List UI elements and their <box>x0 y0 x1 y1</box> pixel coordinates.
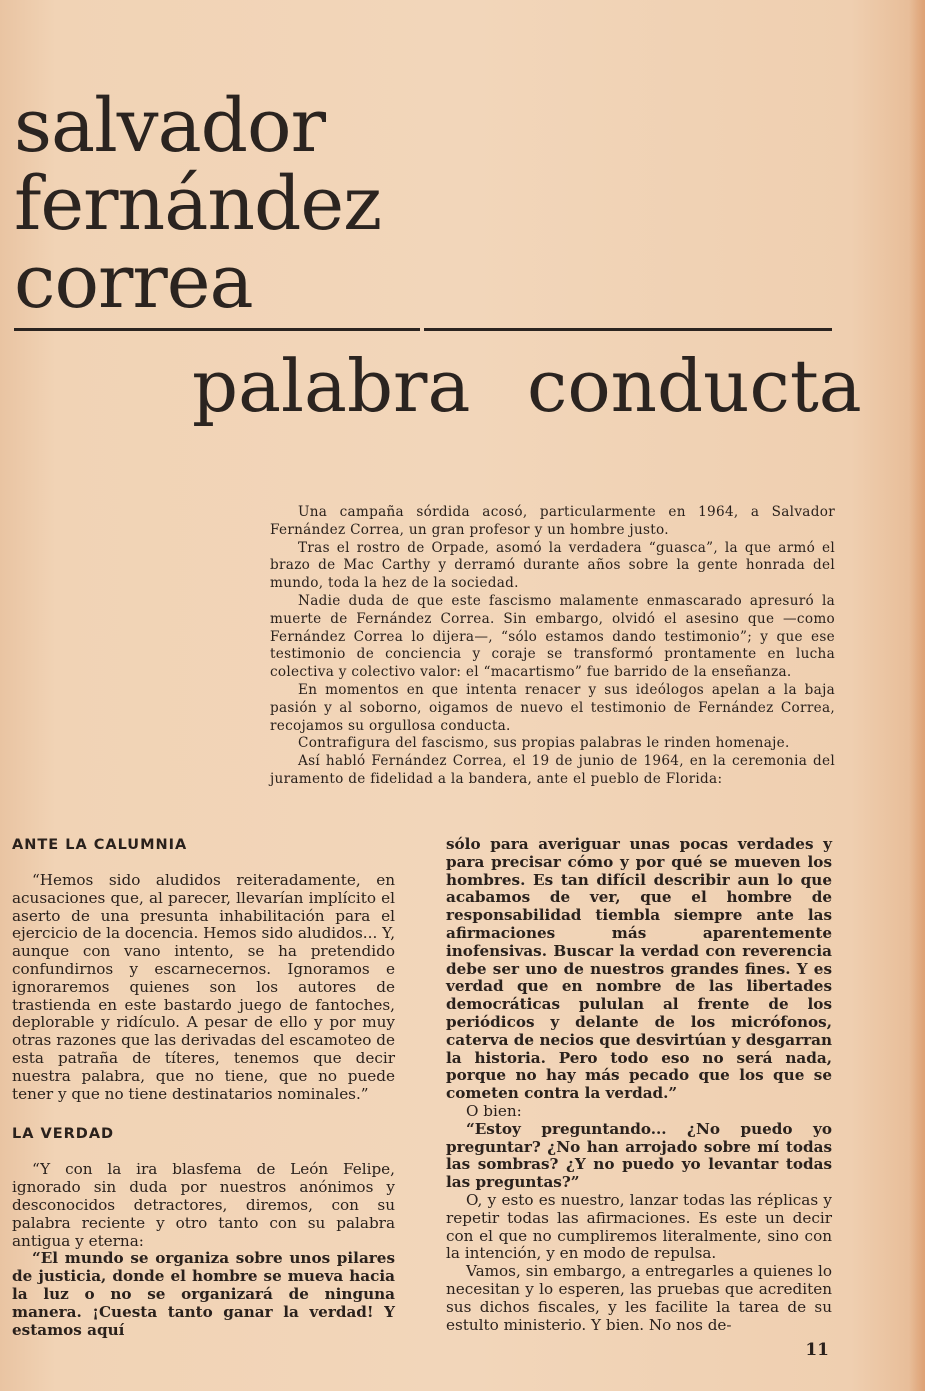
right-column <box>446 836 832 1334</box>
page-edge-shadow <box>909 0 925 1391</box>
title-name-line-1: salvador <box>14 83 325 169</box>
section-heading-verdad: LA VERDAD <box>12 1126 115 1143</box>
intro-paragraph: Así habló Fernández Correa, el 19 de junio de 1964, en la ceremonia del juramento de fidelidad a la bandera, ante el pueblo de Florida: <box>270 753 835 787</box>
title-name-line-2: fernández <box>14 161 382 247</box>
intro-paragraph: En momentos en que intenta renacer y sus ideólogos apelan a la baja pasión y al soborno, oigamos de nuevo el testimonio de Fernández Correa, recojamos su orgullosa conducta. <box>270 681 835 734</box>
intro-text <box>270 504 835 789</box>
body-paragraph: Vamos, sin embargo, a entregarles a quienes lo necesitan y lo esperen, las pruebas que acrediten sus dichos fiscales, y les facilite la tarea de su estulto ministerio. Y bien. No nos de- <box>446 1262 832 1334</box>
spacer <box>12 854 395 872</box>
quote-paragraph-bold: sólo para averiguar unas pocas verdades y para precisar cómo y por qué se mueven los hombres. Es tan difícil describir aun lo que acabamos de ver, que el hombre de responsabilidad tiembla siempre ante las afirmaciones más aparentemente inofensivas. Buscar la verdad con reverencia debe ser uno de nuestros grandes fines. Y es verdad que en nombre de las libertades democráticas pululan al frente de los periódicos y delante de los micrófonos, caterva de necios que desvirtúan y desgarran la historia. Pero todo eso no será nada, porque no hay más pecado que los que se cometen contra la verdad.” <box>446 835 832 1103</box>
body-paragraph: O, y esto es nuestro, lanzar todas las réplicas y repetir todas las afirmaciones. Es este un decir con el que no cumpliremos literalmente, sino con la intención, y en modo de repulsa. <box>446 1190 832 1263</box>
quote-paragraph-bold: “El mundo se organiza sobre unos pilares de justicia, donde el hombre se mueva hacia la luz o no se organizará de ninguna manera. ¡Cuesta tanto ganar la verdad! Y estamos aquí <box>12 1249 395 1339</box>
body-paragraph: “Hemos sido aludidos reiteradamente, en acusaciones que, al parecer, llevarían implícito el aserto de una presunta inhabilitación para el ejercicio de la docencia. Hemos sido aludidos... Y, aunque con vano intento, se ha pretendido confundirnos y escarnecernos. Ignoramos e ignoraremos quienes son los autores de trastienda en este bastardo juego de fantoches, deplorable y ridículo. A pesar de ello y por muy otras razones que las derivadas del escamoteo de esta patraña de títeres, tenemos que decir nuestra palabra, que no tiene, que no puede tener y que no tiene destinatarios nominales.” <box>12 871 396 1103</box>
section-heading-calumnia: ANTE LA CALUMNIA <box>12 837 188 853</box>
title-rule-right <box>424 328 832 331</box>
quote-paragraph-bold: “Estoy preguntando... ¿No puedo yo preguntar? ¿No han arrojado sobre mí todas las sombras? ¿Y no puedo yo levantar todas las preguntas?” <box>446 1119 832 1192</box>
intro-paragraph: Nadie duda de que este fascismo malamente enmascarado apresuró la muerte de Fernández Correa. Sin embargo, olvidó el asesino que —como Fernández Correa lo dijera—, “sólo estamos dando testimonio”; y que ese testimonio de conciencia y coraje se transformó prontamente en lucha colectiva y colectivo valor: el “macartismo” fue barrido de la enseñanza. <box>270 592 835 681</box>
intro-paragraph: Contrafigura del fascismo, sus propias palabras le rinden homenaje. <box>298 735 790 752</box>
page-number: 11 <box>805 1340 829 1360</box>
intro-paragraph: Una campaña sórdida acosó, particularmente en 1964, a Salvador Fernández Correa, un gran profesor y un hombre justo. <box>270 504 835 538</box>
title-rule-left <box>14 328 420 331</box>
spacer <box>12 1143 395 1161</box>
subtitle-word-2: conducta <box>527 344 862 428</box>
spacer <box>12 1103 395 1125</box>
body-paragraph: “Y con la ira blasfema de León Felipe, ignorado sin duda por nuestros anónimos y desconocidos detractores, diremos, con su palabra reciente y otro tanto con su palabra antigua y eterna: <box>12 1160 395 1250</box>
subtitle-word-1: palabra <box>192 344 471 428</box>
body-paragraph: O bien: <box>466 1101 522 1120</box>
intro-paragraph: Tras el rostro de Orpade, asomó la verdadera “guasca”, la que armó el brazo de Mac Carthy y derramó durante años sobre la gente honrada del mundo, toda la hez de la sociedad. <box>270 539 835 592</box>
title-name-line-3: correa <box>14 239 253 325</box>
left-column <box>12 836 395 1339</box>
